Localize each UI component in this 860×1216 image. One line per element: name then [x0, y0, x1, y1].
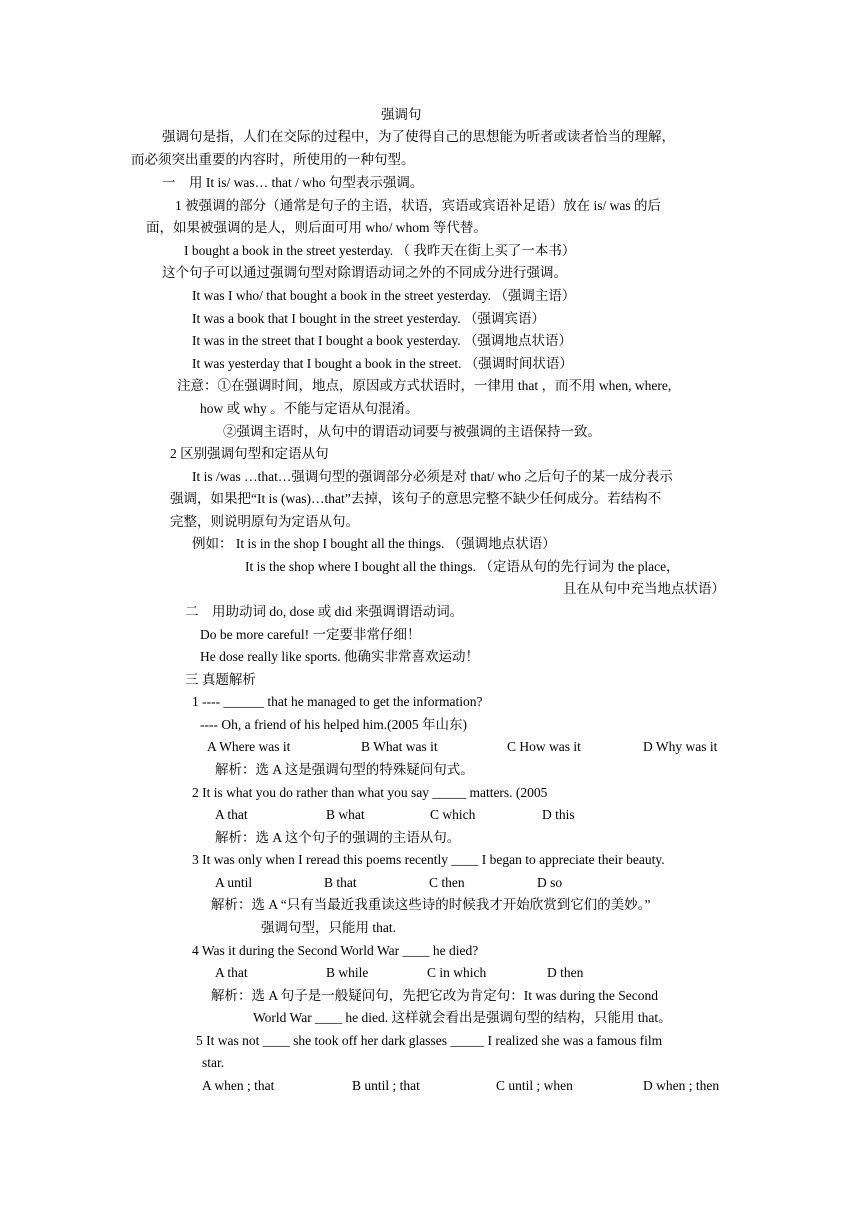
answer-option: B what [326, 807, 365, 822]
example-note: 这个句子可以通过强调句型对除谓语动词之外的不同成分进行强调。 [162, 265, 567, 280]
example2-line: 且在从句中充当地点状语） [563, 581, 725, 596]
emphasis-variant: It was in the street that I bought a book yesterday. （强调地点状语） [192, 333, 573, 348]
section-heading-2: 二 用助动词 do, dose 或 did 来强调谓语动词。 [185, 604, 464, 619]
answer-option: D Why was it [643, 739, 718, 754]
question-line: ---- Oh, a friend of his helped him.(2005 年山东) [200, 717, 467, 732]
answer-option: A Where was it [207, 739, 291, 754]
analysis-line: 解析：选 A 句子是一般疑问句，先把它改为肯定句：It was during the Second [211, 988, 658, 1003]
section-heading-3: 三 真题解析 [185, 672, 256, 687]
answer-option: A that [215, 965, 248, 980]
answer-option: A when ; that [202, 1078, 275, 1093]
answer-option: D when ; then [643, 1078, 720, 1093]
point1-line: 1 被强调的部分（通常是句子的主语，状语，宾语或宾语补足语）放在 is/ was 的后 [175, 198, 661, 213]
answer-option: D this [542, 807, 575, 822]
answer-option: A that [215, 807, 248, 822]
answer-option: D so [537, 875, 563, 890]
example3-line: Do be more careful! 一定要非常仔细！ [200, 627, 421, 642]
question-line: 5 It was not ____ she took off her dark glasses _____ I realized she was a famous film [196, 1033, 663, 1048]
note-line: how 或 why 。不能与定语从句混淆。 [200, 401, 419, 416]
answer-option: B until ; that [352, 1078, 420, 1093]
example-sentence: I bought a book in the street yesterday. （ 我昨天在街上买了一本书） [184, 243, 576, 258]
analysis-line: 强调句型，只能用 that. [261, 920, 396, 935]
answer-option: D then [547, 965, 584, 980]
question-line: 3 It was only when I reread this poems recently ____ I began to appreciate their beauty. [192, 852, 665, 867]
emphasis-variant: It was I who/ that bought a book in the street yesterday. （强调主语） [192, 288, 576, 303]
answer-option: B What was it [361, 739, 438, 754]
answer-option: B that [324, 875, 357, 890]
answer-option: C in which [427, 965, 487, 980]
emphasis-variant: It was a book that I bought in the street yesterday. （强调宾语） [192, 311, 546, 326]
question-line: 4 Was it during the Second World War ____ he died? [192, 943, 479, 958]
question-line: 2 It is what you do rather than what you say _____ matters. (2005 [192, 785, 548, 800]
question-line: star. [202, 1055, 225, 1070]
answer-option: C which [430, 807, 476, 822]
emphasis-variant: It was yesterday that I bought a book in the street. （强调时间状语） [192, 356, 573, 371]
section-heading-1: 一 用 It is/ was… that / who 句型表示强调。 [162, 175, 424, 190]
answer-option: C How was it [507, 739, 581, 754]
point2-line: 完整，则说明原句为定语从句。 [170, 514, 359, 529]
document-title: 强调句 [381, 107, 422, 122]
answer-option: B while [326, 965, 369, 980]
intro-line: 强调句是指，人们在交际的过程中，为了使得自己的思想能为听者或读者恰当的理解， [162, 129, 675, 144]
point2-heading: 2 区别强调句型和定语从句 [170, 446, 329, 461]
note-line: ②强调主语时，从句中的谓语动词要与被强调的主语保持一致。 [223, 424, 601, 439]
point2-line: 强调，如果把“It is (was)…that”去掉，该句子的意思完整不缺少任何成分。若结构不 [170, 491, 662, 506]
answer-option: C until ; when [496, 1078, 573, 1093]
answer-option: C then [429, 875, 465, 890]
example2-line: 例如： It is in the shop I bought all the things. （强调地点状语） [192, 536, 556, 551]
analysis-line: 解析：选 A 这是强调句型的特殊疑问句式。 [215, 762, 474, 777]
point1-line: 面，如果被强调的是人，则后面可用 who/ whom 等代替。 [146, 220, 487, 235]
question-line: 1 ---- ______ that he managed to get the information? [192, 694, 483, 709]
intro-line: 而必须突出重要的内容时，所使用的一种句型。 [131, 152, 415, 167]
analysis-line: World War ____ he died. 这样就会看出是强调句型的结构，只能用 that。 [253, 1010, 672, 1025]
example2-line: It is the shop where I bought all the things. （定语从句的先行词为 the place， [245, 559, 680, 574]
analysis-line: 解析：选 A “只有当最近我重读这些诗的时候我才开始欣赏到它们的美妙。” [211, 897, 651, 912]
analysis-line: 解析：选 A 这个句子的强调的主语从句。 [215, 830, 461, 845]
point2-line: It is /was …that…强调句型的强调部分必须是对 that/ who 之后句子的某一成分表示 [192, 469, 673, 484]
answer-option: A until [215, 875, 253, 890]
note-line: 注意：①在强调时间，地点，原因或方式状语时，一律用 that ，而不用 when, where, [177, 378, 672, 393]
example3-line: He dose really like sports. 他确实非常喜欢运动！ [200, 649, 479, 664]
